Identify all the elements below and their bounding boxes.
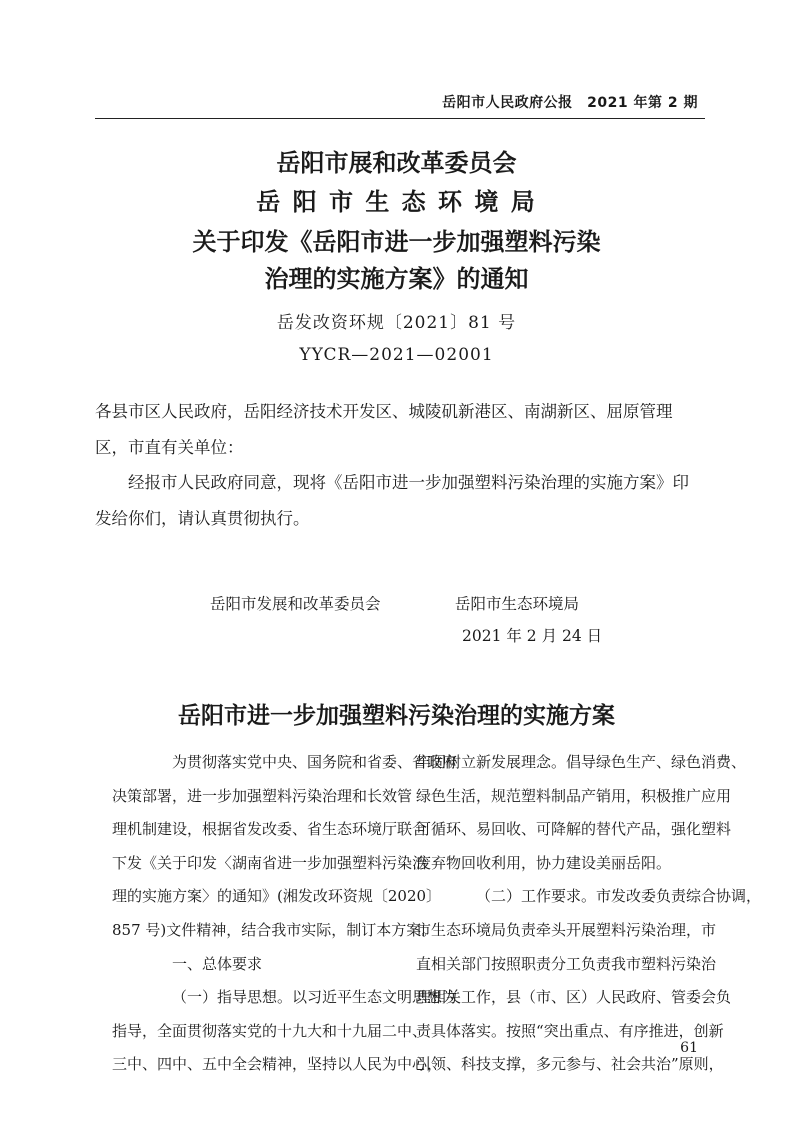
notice-title-line: 治理的实施方案》的通知 xyxy=(264,264,529,293)
signatory-drc: 岳阳市发展和改革委员会 xyxy=(210,595,381,613)
text-line: （二）工作要求。市发改委负责综合协调， xyxy=(476,887,762,906)
notice-title-line: 关于印发《岳阳市进一步加强塑料污染 xyxy=(192,227,601,256)
section-heading: 一、总体要求 xyxy=(172,954,263,973)
notice-title-line: 岳 阳 市 生 态 环 境 局 xyxy=(256,187,537,216)
text-line: 指导，全面贯彻落实党的十九大和十九届二中、 xyxy=(112,1021,428,1040)
text-line: 废弃物回收利用，协力建设美丽岳阳。 xyxy=(416,853,672,872)
plan-title: 岳阳市进一步加强塑料污染治理的实施方案 xyxy=(178,702,615,729)
header-rule xyxy=(95,118,705,119)
text-line: 理的实施方案〉的通知》(湘发改环资规〔2020〕 xyxy=(112,887,442,906)
text-line: 引领、科技支撑，多元参与、社会共治”原则， xyxy=(416,1055,724,1074)
text-line: 857 号)文件精神，结合我市实际，制订本方案。 xyxy=(112,920,437,939)
text-line: 市生态环境局负责牵头开展塑料污染治理，市 xyxy=(416,920,717,939)
document-number: 岳发改资环规〔2021〕81 号 xyxy=(276,313,517,333)
text-line: 直相关部门按照职责分工负责我市塑料污染治 xyxy=(416,954,717,973)
notice-text: 经报市人民政府同意，现将《岳阳市进一步加强塑料污染治理的实施方案》印发给你们，请认真贯彻执行。 xyxy=(95,473,689,528)
issue-date: 2021 年 2 月 24 日 xyxy=(462,627,603,645)
text-line: 三中、四中、五中全会精神，坚持以人民为中心， xyxy=(112,1055,443,1074)
text-line: 下发《关于印发〈湖南省进一步加强塑料污染治 xyxy=(112,853,428,872)
text-line: 为贯彻落实党中央、国务院和省委、省政府 xyxy=(172,753,458,771)
text-line: 理相关工作，县（市、区）人民政府、管委会负 xyxy=(416,988,732,1007)
addressee: 各县市区人民政府，岳阳经济技术开发区、城陵矶新港区、南湖新区、屈原管理区，市直有关单位： xyxy=(95,402,673,457)
text-line: 理机制建设，根据省发改委、省生态环境厅联合 xyxy=(112,820,428,839)
signatory-eeb: 岳阳市生态环境局 xyxy=(455,595,580,613)
text-line: 责具体落实。按照“突出重点、有序推进，创新 xyxy=(416,1021,724,1040)
text-line: （一）指导思想。以习近平生态文明思想为 xyxy=(172,988,458,1007)
running-header: 岳阳市人民政府公报 2021 年第 2 期 xyxy=(442,95,698,111)
right-column xyxy=(416,746,762,1082)
page-number: 61 xyxy=(680,1040,698,1056)
text-line: 绿色生活，规范塑料制品产销用，积极推广应用 xyxy=(416,786,732,805)
document-code: YYCR—2021—02001 xyxy=(299,345,494,365)
notice-body xyxy=(95,394,705,536)
notice-title-line: 岳阳市展和改革委员会 xyxy=(276,148,517,177)
text-line: 决策部署，进一步加强塑料污染治理和长效管 xyxy=(112,786,413,805)
text-line: 可循环、易回收、可降解的替代产品，强化塑料 xyxy=(416,820,732,839)
text-line: 牢固树立新发展理念。倡导绿色生产、绿色消费、 xyxy=(416,753,747,771)
left-column xyxy=(112,746,458,1082)
